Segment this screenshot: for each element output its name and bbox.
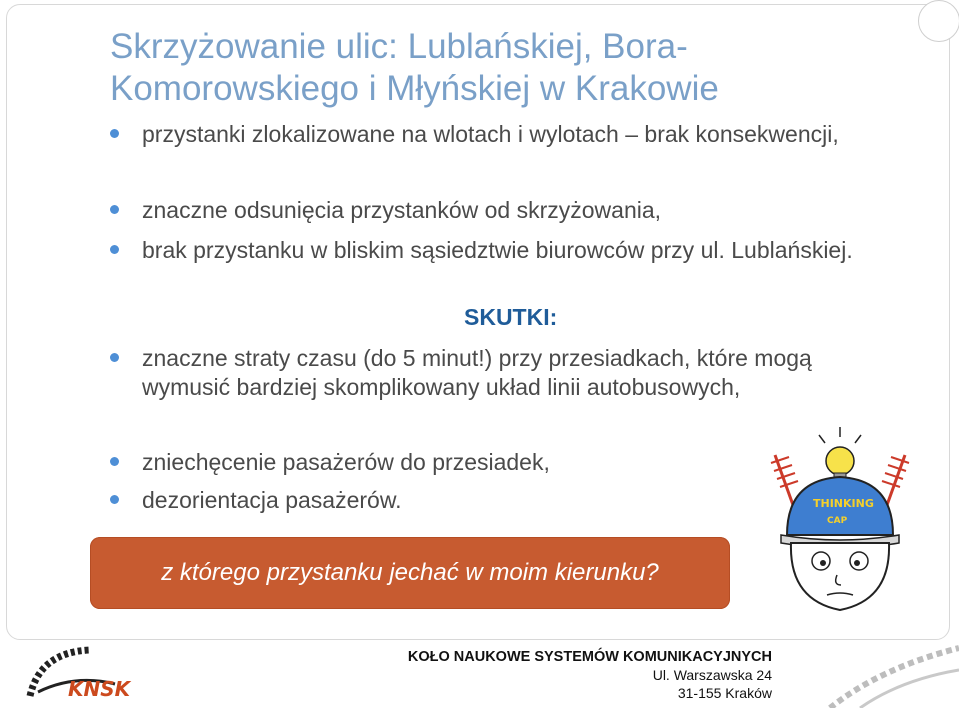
cap-text: CAP [827,516,848,526]
bullet-dot-icon [110,495,119,504]
question-callout [90,537,730,609]
organization-name: KOŁO NAUKOWE SYSTEMÓW KOMUNIKACYJNYCH [407,649,772,665]
bullet-text: przystanki zlokalizowane na wlotach i wylotach – brak konsekwencji, [142,121,839,147]
bullet-text: brak przystanku w bliskim sąsiedztwie biurowców przy ul. Lublańskiej. [142,237,853,263]
organization-info [400,648,772,702]
address-line: 31-155 Kraków [677,685,772,701]
bullet-dot-icon [110,205,119,214]
bullet-text: znaczne odsunięcia przystanków od skrzyżowania, [142,197,662,223]
section-heading: SKUTKI: [464,304,558,330]
bullet-dot-icon [110,129,119,138]
effect-text: znaczne straty czasu (do 5 minut!) przy przesiadkach, które mogą wymusić bardziej skomplikowany układ linii autobusowych, [142,345,812,400]
callout-text: z którego przystanku jechać w moim kierunku? [161,559,659,586]
address-line: Ul. Warszawska 24 [652,667,772,683]
effect-text: zniechęcenie pasażerów do przesiadek, [142,449,550,475]
bullet-dot-icon [110,353,119,362]
bullet-dot-icon [110,457,119,466]
cap-text: THINKING [813,497,874,510]
knsk-logo-icon [20,644,160,704]
slide-title: Skrzyżowanie ulic: Lublańskiej, Bora-Komorowskiego i Młyńskiej w Krakowie [110,27,719,108]
effect-text: dezorientacja pasażerów. [142,487,402,513]
rail-track-icon [790,640,959,708]
corner-decoration [918,0,959,42]
bullet-dot-icon [110,245,119,254]
logo-text: KNSK [68,677,131,701]
thinking-cap-cartoon-icon [765,425,915,625]
